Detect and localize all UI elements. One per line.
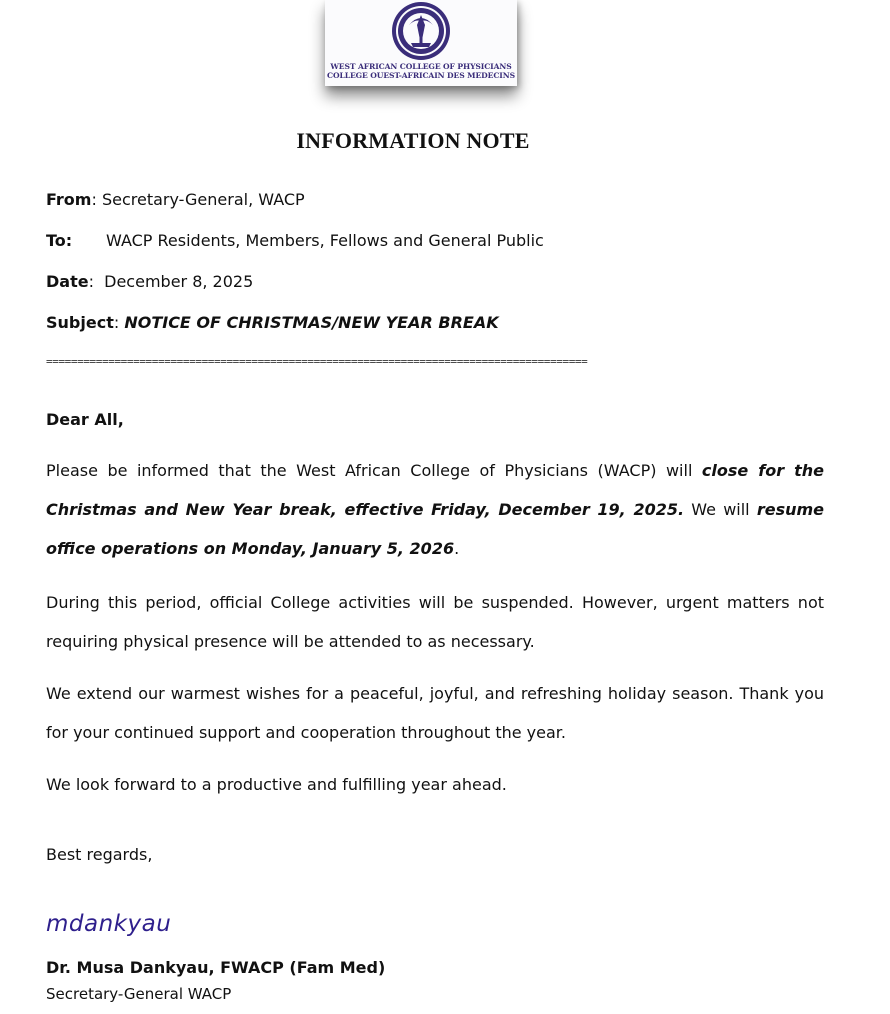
- from-label: From: [46, 190, 92, 209]
- greeting: Dear All,: [46, 410, 124, 429]
- separator-line: =======================================================================================: [46, 355, 588, 368]
- subject-line: Subject: NOTICE OF CHRISTMAS/NEW YEAR BREAK: [46, 313, 499, 332]
- handwritten-signature: mdankyau: [46, 911, 172, 937]
- subject-label: Subject: [46, 313, 114, 332]
- closing: Best regards,: [46, 845, 153, 864]
- logo-text-french: COLLEGE OUEST-AFRICAIN DES MEDECINS: [327, 71, 515, 80]
- p1-resume-date: resume office operations on Monday, January 5, 2026: [46, 500, 825, 558]
- to-line: [46, 231, 544, 250]
- college-logo: [325, 0, 517, 86]
- paragraph-suspension: During this period, official College activities will be suspended. However, urgent matters not requiring physical presence will be attended to as necessary.: [46, 593, 824, 651]
- signer-name: Dr. Musa Dankyau, FWACP (Fam Med): [46, 958, 386, 977]
- date-value: December 8, 2025: [104, 272, 254, 291]
- college-crest-icon: [387, 1, 455, 63]
- from-value: Secretary-General, WACP: [101, 190, 305, 209]
- signer-title: Secretary-General WACP: [46, 985, 232, 1003]
- paragraph-closure-notice: [46, 451, 824, 568]
- to-label: To:: [46, 231, 73, 250]
- from-line: From: Secretary-General, WACP: [46, 190, 305, 209]
- date-line: Date: December 8, 2025: [46, 272, 254, 291]
- document-title: INFORMATION NOTE: [296, 128, 530, 153]
- subject-value: NOTICE OF CHRISTMAS/NEW YEAR BREAK: [124, 313, 499, 332]
- p1-text-a: Please be informed that the West African College of Physicians (WACP) will: [46, 461, 702, 480]
- p1-text-c: We will: [684, 500, 757, 519]
- paragraph-wishes: We extend our warmest wishes for a peaceful, joyful, and refreshing holiday season. Thank you for your continued support and cooperation throughout the year.: [46, 684, 824, 742]
- to-value: WACP Residents, Members, Fellows and General Public: [106, 231, 544, 250]
- p1-closure-dates: close for the Christmas and New Year break, effective Friday, December 19, 2025.: [46, 461, 824, 519]
- p1-text-e: .: [454, 539, 460, 558]
- paragraph-look-forward: We look forward to a productive and fulfilling year ahead.: [46, 775, 507, 794]
- logo-text-english: WEST AFRICAN COLLEGE OF PHYSICIANS: [330, 62, 512, 71]
- date-label: Date: [46, 272, 89, 291]
